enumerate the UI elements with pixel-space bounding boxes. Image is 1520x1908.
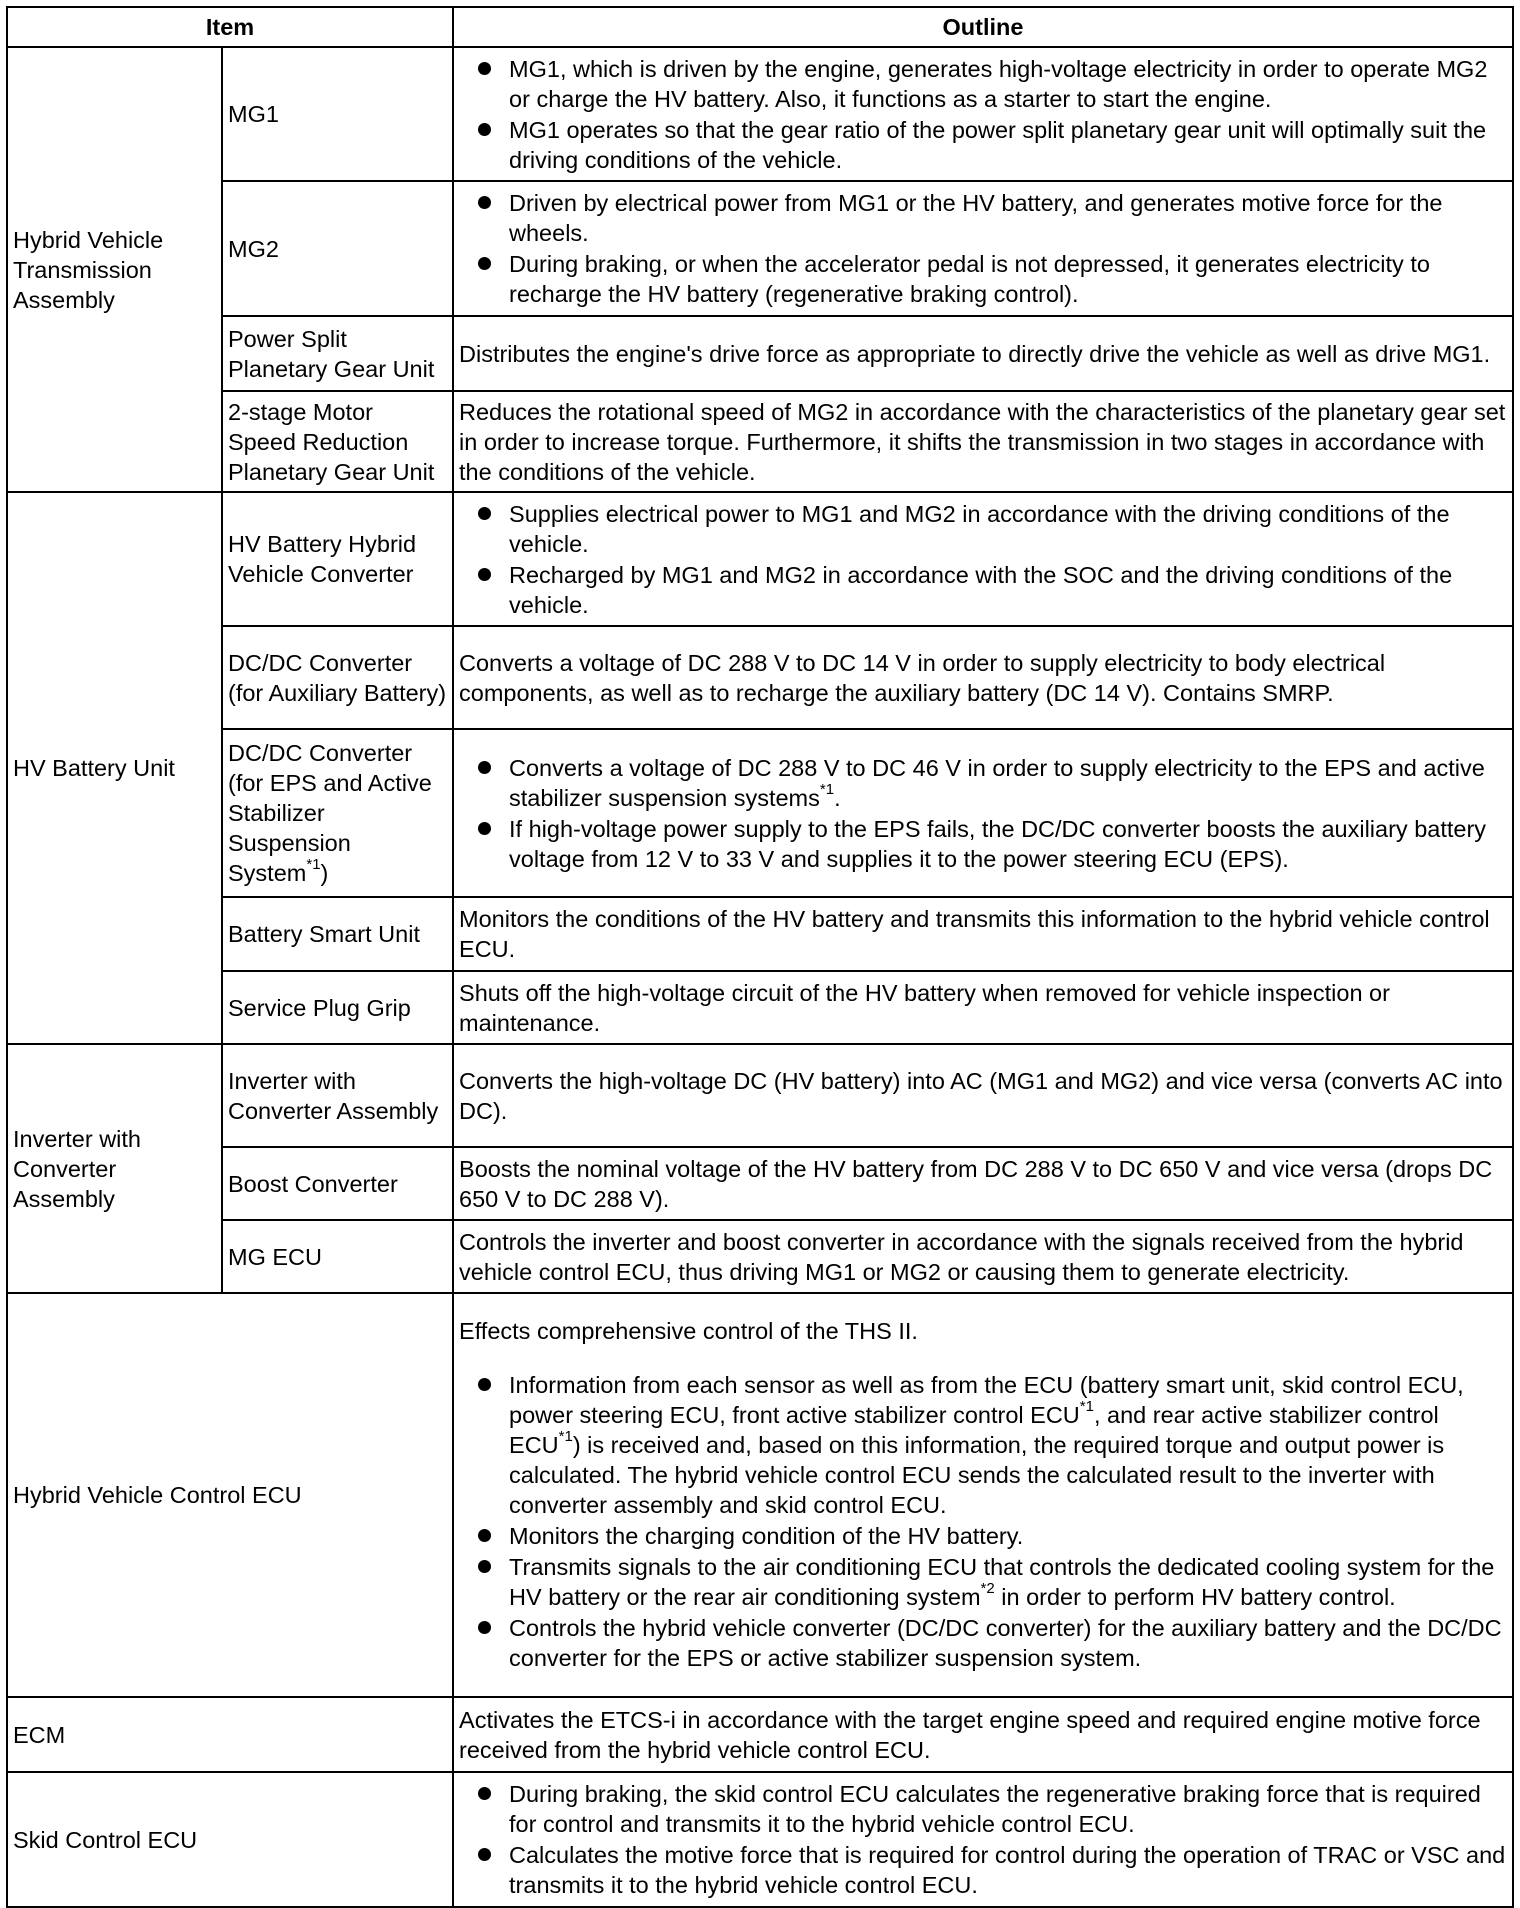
item-battery-smart-unit: Battery Smart Unit <box>222 897 453 971</box>
bullet-icon <box>478 123 491 136</box>
table-row <box>7 1697 1513 1772</box>
list-item: During braking, the skid control ECU calculates the regenerative braking force that is required for control and transmits it to the hybrid vehicle control ECU. <box>459 1779 1507 1839</box>
category-inverter: Inverter with Converter Assembly <box>7 1044 222 1293</box>
list-item: Driven by electrical power from MG1 or the HV battery, and generates motive force for the wheels. <box>459 188 1507 248</box>
outline-dcdc-eps <box>453 729 1513 897</box>
table-row <box>7 729 1513 897</box>
bullet-icon <box>478 1621 491 1634</box>
list-item: Converts a voltage of DC 288 V to DC 46 V in order to supply electricity to the EPS and active stabilizer suspension systems$^{*1}$. <box>459 753 1507 813</box>
bullet-icon <box>478 507 491 520</box>
outline-skid-control-ecu <box>453 1772 1513 1907</box>
footnote-mark: *2 <box>980 1580 995 1598</box>
item-motor-speed-reduction: 2-stage Motor Speed Reduction Planetary Gear Unit <box>222 391 453 492</box>
list-item: Monitors the charging condition of the HV battery. <box>459 1521 1507 1551</box>
item-inverter-assembly: Inverter with Converter Assembly <box>222 1044 453 1147</box>
list-item: MG1, which is driven by the engine, generates high-voltage electricity in order to operate MG2 or charge the HV battery. Also, it functions as a starter to start the engine. <box>459 54 1507 114</box>
list-item: Supplies electrical power to MG1 and MG2 in accordance with the driving conditions of the vehicle. <box>459 499 1507 559</box>
item-boost-converter: Boost Converter <box>222 1147 453 1220</box>
list-item: MG1 operates so that the gear ratio of the power split planetary gear unit will optimally suit the driving conditions of the vehicle. <box>459 115 1507 175</box>
outline-battery-smart-unit: Monitors the conditions of the HV battery and transmits this information to the hybrid vehicle control ECU. <box>453 897 1513 971</box>
table-row <box>7 1293 1513 1697</box>
bullet-icon <box>478 1848 491 1861</box>
outline-mg2 <box>453 181 1513 316</box>
item-ecm: ECM <box>7 1697 453 1772</box>
table-row <box>7 1220 1513 1293</box>
outline-power-split: Distributes the engine's drive force as appropriate to directly drive the vehicle as well as drive MG1. <box>453 316 1513 391</box>
outline-intro: Effects comprehensive control of the THS II. <box>459 1318 918 1344</box>
list-item: During braking, or when the accelerator pedal is not depressed, it generates electricity to recharge the HV battery (regenerative braking control). <box>459 249 1507 309</box>
item-mg1: MG1 <box>222 47 453 181</box>
outline-service-plug-grip: Shuts off the high-voltage circuit of the HV battery when removed for vehicle inspection or maintenance. <box>453 971 1513 1044</box>
bullet-icon <box>478 761 491 774</box>
bullet-icon <box>478 1378 491 1391</box>
list-item: If high-voltage power supply to the EPS fails, the DC/DC converter boosts the auxiliary battery voltage from 12 V to 33 V and supplies it to the power steering ECU (EPS). <box>459 814 1507 874</box>
bullet-icon <box>478 1529 491 1542</box>
outline-hybrid-vehicle-control-ecu <box>453 1293 1513 1697</box>
list-item: Information from each sensor as well as from the ECU (battery smart unit, skid control ECU, power steering ECU, front active stabilizer control ECU$^{*1}$, and rear active stabilizer control ECU$^{*1}$) is received and, based on this information, the required torque and output power is calculated. The hybrid vehicle control ECU sends the calculated result to the inverter with converter assembly and skid control ECU. <box>459 1370 1507 1520</box>
component-outline-table <box>6 6 1514 1908</box>
outline-ecm: Activates the ETCS-i in accordance with the target engine speed and required engine motive force received from the hybrid vehicle control ECU. <box>453 1697 1513 1772</box>
list-item: Controls the hybrid vehicle converter (DC/DC converter) for the auxiliary battery and the DC/DC converter for the EPS or active stabilizer suspension system. <box>459 1613 1507 1673</box>
item-hv-battery: HV Battery Hybrid Vehicle Converter <box>222 492 453 626</box>
footnote-mark: *1 <box>558 1428 573 1446</box>
outline-hv-battery <box>453 492 1513 626</box>
header-outline: Outline <box>453 7 1513 47</box>
table-row <box>7 897 1513 971</box>
table-row <box>7 47 1513 181</box>
table-row <box>7 971 1513 1044</box>
bullet-icon <box>478 196 491 209</box>
table-row <box>7 391 1513 492</box>
table-row <box>7 181 1513 316</box>
item-dcdc-aux: DC/DC Converter (for Auxiliary Battery) <box>222 626 453 729</box>
footnote-mark: *1 <box>306 856 321 874</box>
component-outline-sheet <box>6 6 1512 1906</box>
outline-dcdc-aux: Converts a voltage of DC 288 V to DC 14 V in order to supply electricity to body electrical components, as well as to recharge the auxiliary battery (DC 14 V). Contains SMRP. <box>453 626 1513 729</box>
category-hv-battery-unit: HV Battery Unit <box>7 492 222 1044</box>
category-transmission: Hybrid Vehicle Transmission Assembly <box>7 47 222 492</box>
bullet-icon <box>478 568 491 581</box>
table-row <box>7 626 1513 729</box>
item-hybrid-vehicle-control-ecu: Hybrid Vehicle Control ECU <box>7 1293 453 1697</box>
table-row <box>7 316 1513 391</box>
footnote-mark: *1 <box>819 780 835 798</box>
outline-mg-ecu: Controls the inverter and boost converter in accordance with the signals received from the hybrid vehicle control ECU, thus driving MG1 or MG2 or causing them to generate electricity. <box>453 1220 1513 1293</box>
bullet-icon <box>478 1560 491 1573</box>
item-dcdc-eps: DC/DC Converter (for EPS and Active Stabilizer Suspension System$^{*1}$) <box>222 729 453 897</box>
item-service-plug-grip: Service Plug Grip <box>222 971 453 1044</box>
outline-boost-converter: Boosts the nominal voltage of the HV battery from DC 288 V to DC 650 V and vice versa (drops DC 650 V to DC 288 V). <box>453 1147 1513 1220</box>
header-item: Item <box>7 7 453 47</box>
table-row <box>7 1044 1513 1147</box>
bullet-icon <box>478 257 491 270</box>
outline-inverter-assembly: Converts the high-voltage DC (HV battery) into AC (MG1 and MG2) and vice versa (converts AC into DC). <box>453 1044 1513 1147</box>
item-skid-control-ecu: Skid Control ECU <box>7 1772 453 1907</box>
header-row <box>7 7 1513 47</box>
bullet-icon <box>478 1787 491 1800</box>
table-row <box>7 1772 1513 1907</box>
item-power-split: Power Split Planetary Gear Unit <box>222 316 453 391</box>
table-row <box>7 1147 1513 1220</box>
outline-motor-speed-reduction: Reduces the rotational speed of MG2 in accordance with the characteristics of the planetary gear set in order to increase torque. Furthermore, it shifts the transmission in two stages in accordance with the conditions of the vehicle. <box>453 391 1513 492</box>
bullet-icon <box>478 822 491 835</box>
bullet-icon <box>478 62 491 75</box>
item-mg-ecu: MG ECU <box>222 1220 453 1293</box>
list-item: Transmits signals to the air conditioning ECU that controls the dedicated cooling system for the HV battery or the rear air conditioning system$^{*2}$ in order to perform HV battery control. <box>459 1552 1507 1612</box>
outline-mg1 <box>453 47 1513 181</box>
list-item: Calculates the motive force that is required for control during the operation of TRAC or VSC and transmits it to the hybrid vehicle control ECU. <box>459 1840 1507 1900</box>
list-item: Recharged by MG1 and MG2 in accordance with the SOC and the driving conditions of the vehicle. <box>459 560 1507 620</box>
table-row <box>7 492 1513 626</box>
item-mg2: MG2 <box>222 181 453 316</box>
footnote-mark: *1 <box>1079 1398 1094 1416</box>
